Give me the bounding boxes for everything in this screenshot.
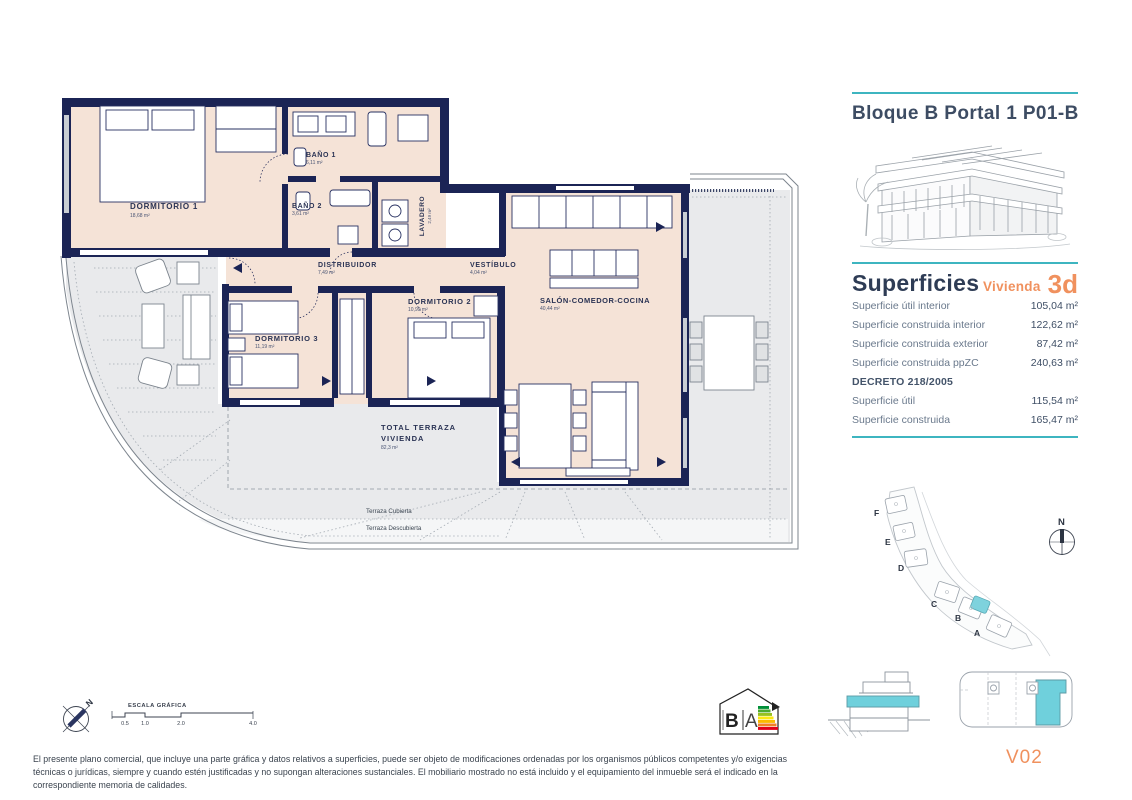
superficie-value: 87,42 m² [1036,338,1078,350]
floor-plan [20,80,840,560]
section-key [828,672,930,738]
energy-rating-logo [714,684,784,746]
outdoor-coffee-table [142,304,164,348]
superficie-label: Superficie construida ppZC [852,357,979,369]
scale-tick-20: 2.0 [177,721,185,727]
sink-2 [338,226,358,244]
room-area-vestibulo: 4,04 m² [470,270,487,276]
superficie-row [852,414,1078,426]
room-label-dormitorio-1: DORMITORIO 1 [130,202,199,211]
compass-needle [1060,529,1064,543]
room-area-dormitorio-3: 11,19 m² [255,344,275,350]
site-letter-a: A [974,628,981,638]
vivienda-label: Vivienda [982,279,1041,294]
site-compass-n: N [1058,517,1065,528]
location-keys [828,660,1090,750]
decreto-heading: DECRETO 218/2005 [852,376,954,388]
room-label-bano-2: BAÑO 2 [292,203,323,210]
superficie-value: 115,54 m² [1031,395,1078,407]
site-letter-b: B [955,613,962,623]
superficie-row [852,319,1078,331]
terrace-dining-table [704,316,754,390]
superficie-label: Superficie construida [852,414,951,426]
room-label-salon: SALÓN-COMEDOR-COCINA [540,296,650,305]
room-area-lavadero: 2,49 m² [427,208,432,224]
bathtub-2 [330,190,370,206]
room-area-salon: 40,44 m² [540,306,560,312]
terrace-uncovered-label: Terraza Descubierta [366,525,422,532]
superficie-value: 165,47 m² [1030,414,1078,426]
superficie-value: 105,04 m² [1030,300,1078,312]
room-label-bano-1: BAÑO 1 [306,152,337,159]
scale-tick-40: 4.0 [249,721,257,727]
superficie-value: 122,62 m² [1030,319,1078,331]
divider-superficies-bottom [852,436,1078,438]
disclaimer-text: El presente plano comercial, que incluye una parte gráfica y datos relativos a superficies, puede ser objeto de modificaciones ordenadas por los organismos públicos competentes y/o exigencias técnicas o jurídicas, siempre y cuando estén justificadas y no supongan alteraciones sustanciales. El mobiliario mostrado no está incluido y el equipamiento del inmueble será el indicado en la correspondiente memoria de calidades. [33,753,788,791]
superficie-row [852,357,1078,369]
room-label-dormitorio-3: DORMITORIO 3 [255,334,319,343]
outdoor-sofa [183,295,210,359]
site-compass [1049,517,1075,555]
side-table-1 [177,262,199,284]
superficie-label: Superficie construida exterior [852,338,988,350]
plan-compass [63,697,95,732]
kitchen-cabinets [512,196,672,228]
room-label-dormitorio-2: DORMITORIO 2 [408,297,472,306]
building-sketch [852,138,1078,258]
scale-tick-05: 0.5 [121,721,129,727]
room-label-vestibulo: VESTÍBULO [470,262,517,269]
shower [398,115,428,141]
dining-table [519,384,571,468]
divider-superficies-top [852,262,1078,264]
site-letter-c: C [931,599,938,609]
dryer [382,224,408,246]
side-table-2 [177,365,199,385]
terrace-total-area: 82,3 m² [381,445,398,451]
page-title: Bloque B Portal 1 P01-B [852,103,1079,124]
superficie-label: Superficie útil interior [852,300,951,312]
superficies-header [852,270,1078,297]
superficie-label: Superficie útil [852,395,916,407]
room-area-bano-2: 3,61 m² [292,211,309,217]
site-plan [850,480,1090,665]
superficie-row [852,338,1078,350]
room-area-distribuidor: 7,49 m² [318,270,335,276]
version-label: V02 [1006,747,1043,768]
site-letter-f: F [874,508,880,518]
scale-tick-10: 1.0 [141,721,149,727]
scale-bar [112,702,257,727]
bathtub-1 [368,112,386,146]
tv-bench [566,468,630,476]
compass-needle [69,710,85,726]
sofa [592,382,638,470]
terrace-covered-label: Terraza Cubierta [366,508,412,515]
plan-compass-n: N [83,696,95,709]
divider-top [852,92,1078,94]
toilet-1 [294,148,306,166]
vivienda-code: 3d [1047,269,1078,299]
site-letter-e: E [885,537,891,547]
energy-letter-a: A [745,711,758,732]
room-area-dormitorio-1: 18,68 m² [130,213,150,219]
plate-key [960,672,1072,727]
room-area-bano-1: 6,11 m² [306,160,323,166]
terrace-uncovered-floor [198,519,788,542]
scale-title: ESCALA GRÁFICA [128,703,187,709]
superficie-row [852,300,1078,312]
scale-bar-line [112,713,253,717]
superficies-heading: Superficies [852,270,980,296]
room-area-dormitorio-2: 10,99 m² [408,307,428,313]
site-letter-d: D [898,563,905,573]
scale-area [50,690,280,745]
washer [382,200,408,222]
superficie-row [852,395,1078,407]
room-label-distribuidor: DISTRIBUIDOR [318,262,377,269]
wardrobe-dorm2 [474,296,498,316]
superficie-value: 240,63 m² [1030,357,1078,369]
room-label-lavadero: LAVADERO [419,195,426,237]
energy-letter-b: B [725,711,739,732]
nightstand-dorm3 [228,338,245,351]
superficie-label: Superficie construida interior [852,319,986,331]
section-highlighted-floor [847,696,919,707]
terrace-total-line1: TOTAL TERRAZA [381,423,457,432]
terrace-total-line2: VIVIENDA [381,434,425,443]
